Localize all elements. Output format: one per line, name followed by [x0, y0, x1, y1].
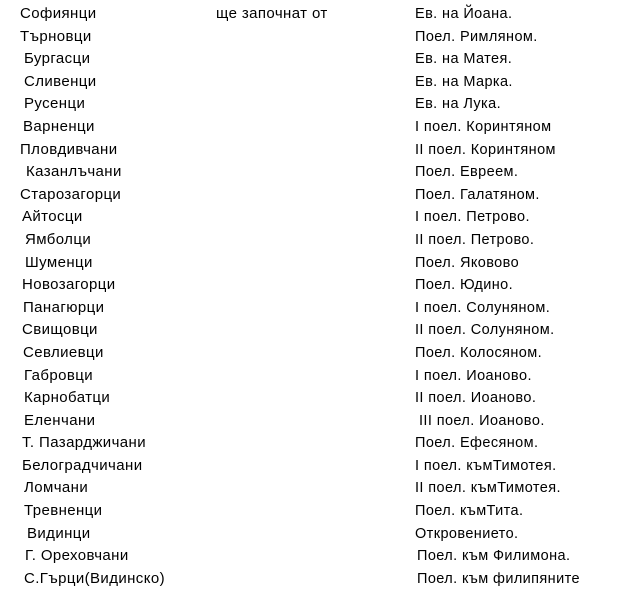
book-row: Ев. на Йоана.	[415, 6, 513, 22]
city-row: Белоградчичани	[22, 456, 143, 474]
book-row: I поел. Коринтяном	[415, 118, 552, 135]
city-row: Еленчани	[24, 411, 96, 429]
book-row: Поел. Юдино.	[415, 277, 514, 294]
cities-column	[20, 3, 165, 590]
book-row: Ев. на Марка.	[415, 73, 513, 90]
book-row: Поел. към Филимона.	[417, 548, 571, 565]
book-row: II поел. къмТимотея.	[415, 480, 561, 497]
book-row: I поел. Иоановo.	[415, 367, 532, 384]
city-row: Ямболци	[25, 230, 92, 248]
book-row: III поел. Иоановo.	[419, 412, 545, 429]
city-row: Бургасци	[24, 50, 91, 68]
book-row: Поел. Евреем.	[415, 164, 519, 181]
city-row: Сливенци	[24, 72, 97, 90]
city-row: Старозагорци	[20, 185, 122, 203]
book-row: Поел. Галатяном.	[415, 186, 540, 203]
book-row: Поел. къмТита.	[415, 503, 524, 520]
city-row: Севлиевци	[23, 343, 104, 361]
city-row: Шуменци	[25, 253, 93, 271]
city-row: Казанлъчани	[26, 163, 122, 181]
city-row: Русенци	[24, 95, 86, 113]
book-row: Поел. към филипяните	[417, 570, 580, 587]
book-row: Поел. Римляном.	[415, 28, 538, 45]
book-row: I поел. къмТимотея.	[415, 457, 557, 474]
scripture-books-column	[415, 3, 580, 590]
city-row: Тревненци	[24, 502, 103, 520]
book-row: Поел. Колосяном.	[415, 344, 543, 361]
city-row: Г. Ореховчани	[25, 547, 129, 565]
book-row: I поел. Солуняном.	[415, 299, 551, 316]
city-row: Софиянци	[20, 5, 97, 22]
city-row: Пловдивчани	[20, 140, 118, 158]
city-row: Т. Пазарджичани	[22, 434, 146, 452]
book-row: Ев. на Лука.	[415, 96, 502, 113]
book-row: II поел. Солуняном.	[415, 322, 555, 339]
starting-phrase: ще започнат от	[216, 5, 328, 22]
city-row: С.Гърци(Видинско)	[24, 569, 165, 587]
city-row: Свищовци	[22, 321, 98, 339]
book-row: Ев. на Матея.	[415, 51, 513, 68]
book-row: Откровението.	[415, 525, 519, 542]
book-row: II поел. Коринтяном	[415, 141, 556, 158]
book-row: Поел. Ефесяном.	[415, 435, 539, 452]
city-row: Видинци	[27, 524, 91, 542]
city-row: Панагюрци	[23, 298, 105, 316]
city-row: Карнобатци	[24, 389, 111, 407]
city-row: Варненци	[23, 117, 95, 135]
city-row: Новозагорци	[22, 276, 116, 294]
city-row: Айтосци	[22, 208, 83, 226]
book-row: II поел. Петрово.	[415, 231, 535, 248]
book-row: II поел. Иоановo.	[415, 390, 537, 407]
city-row: Габровци	[24, 366, 94, 384]
book-row: I поел. Петрово.	[415, 209, 530, 226]
book-row: Поел. Яковово	[415, 254, 520, 271]
city-row: Ломчани	[24, 479, 89, 497]
city-row: Търновци	[20, 27, 92, 45]
